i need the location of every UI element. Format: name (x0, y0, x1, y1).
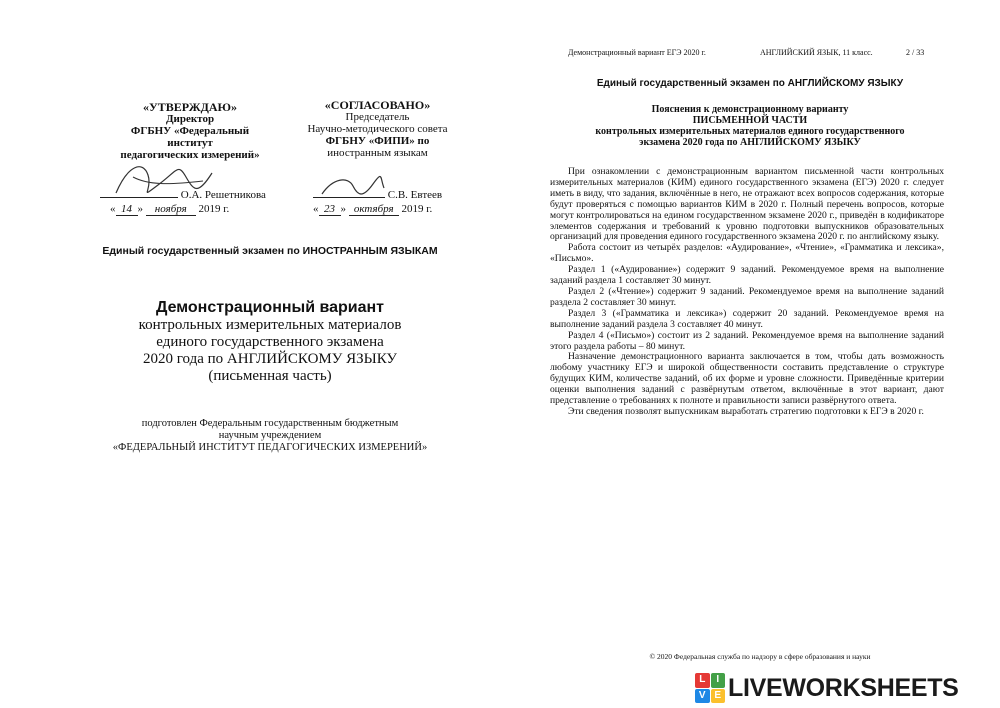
agree-heading: «СОГЛАСОВАНО» (324, 98, 431, 112)
agree-role: Председатель (345, 111, 410, 123)
approve-role: Директор (165, 113, 215, 125)
body-paragraph: Эти сведения позволят выпускникам выработать стратегию подготовки к ЕГЭ в 2020 г. (568, 405, 924, 417)
approve-org-line2: педагогических измерений» (120, 149, 260, 161)
logo-letter: L (695, 673, 710, 688)
demo-line: 2020 года по АНГЛИЙСКОМУ ЯЗЫКУ (142, 351, 398, 367)
exam-title-foreign: Единый государственный экзамен по ИНОСТРАННЫМ ЯЗЫКАМ (102, 245, 438, 257)
header-page-number: 2 / 33 (906, 48, 925, 57)
running-header (568, 48, 948, 57)
logo-letter: E (711, 689, 726, 704)
agree-date-open-quote: « (313, 203, 319, 215)
agree-date-year: 2019 г. (401, 203, 433, 215)
demo-heading: Демонстрационный вариант (156, 299, 384, 316)
explanation-body (550, 167, 944, 418)
approve-date-close-quote: » (137, 203, 143, 215)
agree-date (313, 203, 432, 216)
approve-date-day: 14 (116, 203, 138, 216)
agree-org-line1: Научно-методического совета (307, 123, 448, 135)
prepared-line: научным учреждением (218, 430, 322, 441)
logo-letter: V (695, 689, 710, 704)
logo-letter: I (711, 673, 726, 688)
body-paragraph: Назначение демонстрационного варианта заключается в том, чтобы дать возможность любому участнику ЕГЭ и широкой общественности составить представление о структуре будущих КИМ, количестве заданий, об их форме и уровне сложности. Приведённые критерии оценки выполнения заданий с развёрнутым ответом, включённые в этот вариант, дают представление о требованиях к полноте и правильности записи развёрнутого ответа. (550, 351, 944, 407)
header-left: Демонстрационный вариант ЕГЭ 2020 г. (568, 48, 706, 57)
explanation-heading (550, 104, 950, 148)
approve-date (110, 203, 229, 216)
approve-signer: О.А. Решетникова (180, 189, 266, 201)
body-paragraph: Раздел 1 («Аудирование») содержит 9 заданий. Рекомендуемое время на выполнение заданий раздела 1 составляет 30 минут. (550, 264, 944, 287)
explanation-line: контрольных измерительных материалов единого государственного (595, 126, 905, 137)
demo-title-block (95, 298, 445, 385)
liveworksheets-logo-icon (695, 673, 725, 703)
header-center: АНГЛИЙСКИЙ ЯЗЫК, 11 класс. (760, 48, 873, 57)
approve-date-year: 2019 г. (198, 203, 230, 215)
agree-org-line3: иностранным языкам (327, 147, 428, 159)
demo-line: (письменная часть) (208, 368, 332, 384)
explanation-line: Пояснения к демонстрационному варианту (651, 104, 849, 115)
approve-heading: «УТВЕРЖДАЮ» (142, 100, 238, 114)
agree-date-day: 23 (319, 203, 341, 216)
demo-line: единого государственного экзамена (156, 334, 384, 350)
approve-date-open-quote: « (110, 203, 116, 215)
prepared-by-block (95, 418, 445, 454)
prepared-line: «ФЕДЕРАЛЬНЫЙ ИНСТИТУТ ПЕДАГОГИЧЕСКИХ ИЗМЕРЕНИЙ» (112, 442, 428, 453)
copyright-footer: © 2020 Федеральная служба по надзору в сфере образования и науки (649, 652, 871, 661)
agree-signer: С.В. Евтеев (387, 189, 443, 201)
body-paragraph: Раздел 2 («Чтение») содержит 9 заданий. Рекомендуемое время на выполнение заданий раздела 2 составляет 30 минут. (550, 285, 944, 308)
left-page (0, 0, 500, 707)
body-paragraph: Раздел 4 («Письмо») состоит из 2 заданий. Рекомендуемое время на выполнение заданий этого раздела работы – 80 минут. (550, 329, 944, 352)
liveworksheets-wordmark: LIVEWORKSHEETS (728, 673, 959, 702)
agree-date-month: октября (349, 203, 399, 216)
explanation-line: ПИСЬМЕННОЙ ЧАСТИ (692, 115, 808, 126)
exam-title-english: Единый государственный экзамен по АНГЛИЙСКОМУ ЯЗЫКУ (596, 78, 904, 89)
approve-org-line1: ФГБНУ «Федеральный институт (130, 125, 250, 149)
demo-line: контрольных измерительных материалов (138, 317, 402, 333)
agree-org-line2: ФГБНУ «ФИПИ» по (325, 135, 430, 147)
approve-block (120, 101, 260, 161)
approve-date-month: ноября (146, 203, 196, 216)
approve-signature-line (100, 189, 266, 201)
prepared-line: подготовлен Федеральным государственным бюджетным (141, 418, 399, 429)
liveworksheets-brand (695, 668, 959, 708)
body-paragraph: Раздел 3 («Грамматика и лексика») содержит 20 заданий. Рекомендуемое время на выполнение заданий раздела 3 составляет 40 минут. (550, 307, 944, 330)
agree-block (295, 99, 460, 159)
agree-date-close-quote: » (340, 203, 346, 215)
body-paragraph: При ознакомлении с демонстрационным вариантом письменной части контрольных измерительных материалов (КИМ) единого государственного экзамена (ЕГЭ) 2020 г. следует иметь в виду, что задания, включённые в него, не отражают всех вопросов содержания, которые будут проверяться с помощью вариантов КИМ в 2020 г. Полный перечень вопросов, которые могут контролироваться на едином государственном экзамене 2020 г., приведён в кодификаторе элементов содержания и требований к уровню подготовки выпускников образовательных организаций для проведения единого государственного экзамена 2020 г. по английскому языку. (550, 166, 944, 243)
explanation-line: экзамена 2020 года по АНГЛИЙСКОМУ ЯЗЫКУ (639, 137, 861, 148)
agree-signature-line (313, 189, 442, 201)
body-paragraph: Работа состоит из четырёх разделов: «Аудирование», «Чтение», «Грамматика и лексика», «Письмо». (550, 242, 944, 265)
